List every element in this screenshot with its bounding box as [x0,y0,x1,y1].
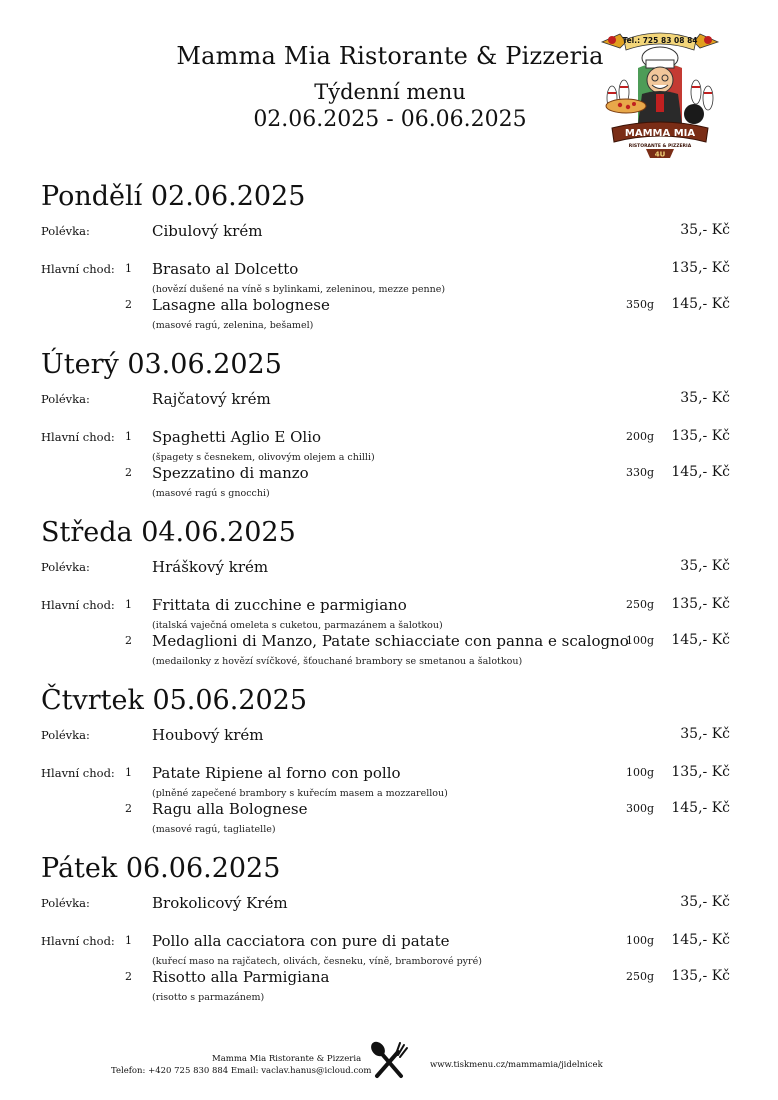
dish-price: 135,- Kč [671,764,730,780]
main-label: Hlavní chod: [41,766,115,780]
day-section [0,852,778,1012]
soup-label: Polévka: [41,224,90,238]
day-title: Středa 04.06.2025 [41,517,296,548]
dish-name: Spaghetti Aglio E Olio [152,428,322,446]
dish-weight: 330g [626,466,655,479]
logo-badge: 4U [654,150,666,159]
main-label: Hlavní chod: [41,598,115,612]
soup-price: 35,- Kč [680,390,730,406]
dish-price: 135,- Kč [671,260,730,276]
dish-price: 145,- Kč [671,800,730,816]
soup-price: 35,- Kč [680,726,730,742]
menu-subtitle: Týdenní menu [314,80,466,104]
soup-name: Houbový krém [152,726,264,744]
dish-description: (italská vaječná omeleta s cuketou, parmazánem a šalotkou) [152,620,443,631]
dish-description: (medailonky z hovězí svíčkové, šťouchané brambory se smetanou a šalotkou) [152,656,523,667]
soup-name: Cibulový krém [152,222,263,240]
logo-tel: Tel.: 725 83 08 84 [622,36,698,45]
dish-name: Risotto alla Parmigiana [152,968,330,986]
dish-weight: 250g [626,970,655,983]
soup-price: 35,- Kč [680,894,730,910]
dish-weight: 300g [626,802,655,815]
dish-weight: 100g [626,634,655,647]
weekly-menu [0,180,778,1012]
dish-name: Spezzatino di manzo [152,464,309,482]
dish-description: (risotto s parmazánem) [152,992,265,1003]
dish-description: (masové ragú s gnocchi) [152,488,270,499]
soup-label: Polévka: [41,728,90,742]
day-title: Čtvrtek 05.06.2025 [41,685,308,716]
day-title: Pátek 06.06.2025 [41,853,281,884]
dish-price: 135,- Kč [671,428,730,444]
dish-number: 1 [125,598,132,611]
dish-description: (masové ragú, zelenina, bešamel) [152,320,314,331]
page-footer [0,1030,778,1090]
logo-brand: MAMMA MIA [624,128,696,139]
fork-spoon-icon [368,1040,410,1082]
soup-label: Polévka: [41,896,90,910]
main-label: Hlavní chod: [41,430,115,444]
soup-price: 35,- Kč [680,558,730,574]
dish-price: 135,- Kč [671,596,730,612]
dish-description: (špagety s česnekem, olivovým olejem a chilli) [152,452,375,463]
dish-name: Pollo alla cacciatora con pure di patate [152,932,450,950]
restaurant-title: Mamma Mia Ristorante & Pizzeria [176,42,604,70]
day-section [0,516,778,684]
dish-weight: 100g [626,766,655,779]
day-section [0,348,778,516]
dish-number: 1 [125,262,132,275]
dish-price: 135,- Kč [671,968,730,984]
dish-description: (hovězí dušené na víně s bylinkami, zeleninou, mezze penne) [152,284,446,295]
dish-weight: 250g [626,598,655,611]
dish-name: Frittata di zucchine e parmigiano [152,596,407,614]
dish-number: 2 [125,970,132,983]
dish-weight: 350g [626,298,655,311]
dish-name: Lasagne alla bolognese [152,296,330,314]
main-label: Hlavní chod: [41,934,115,948]
day-section [0,684,778,852]
soup-name: Hráškový krém [152,558,269,576]
menu-header [0,0,778,170]
dish-number: 2 [125,802,132,815]
dish-name: Patate Ripiene al forno con pollo [152,764,401,782]
dish-price: 145,- Kč [671,296,730,312]
dish-price: 145,- Kč [671,632,730,648]
dish-name: Brasato al Dolcetto [152,260,299,278]
dish-number: 1 [125,934,132,947]
restaurant-logo [598,28,722,160]
dish-number: 2 [125,634,132,647]
footer-website[interactable]: www.tiskmenu.cz/mammamia/jidelnicek [430,1060,603,1070]
footer-restaurant-name: Mamma Mia Ristorante & Pizzeria [212,1054,362,1064]
soup-name: Brokolicový Krém [152,894,288,912]
dish-price: 145,- Kč [671,464,730,480]
menu-date-range: 02.06.2025 - 06.06.2025 [253,107,527,132]
dish-description: (plněné zapečené brambory s kuřecím masem a mozzarellou) [152,788,448,799]
soup-label: Polévka: [41,392,90,406]
dish-number: 2 [125,466,132,479]
dish-weight: 200g [626,430,655,443]
day-title: Úterý 03.06.2025 [41,349,282,380]
main-label: Hlavní chod: [41,262,115,276]
dish-price: 145,- Kč [671,932,730,948]
logo-tagline: RISTORANTE & PIZZERIA [628,144,692,149]
dish-name: Medaglioni di Manzo, Patate schiacciate con panna e scalogno [152,632,629,650]
dish-description: (kuřecí maso na rajčatech, olivách, česneku, víně, bramborové pyré) [152,956,482,967]
soup-label: Polévka: [41,560,90,574]
soup-price: 35,- Kč [680,222,730,238]
soup-name: Rajčatový krém [152,390,271,408]
dish-description: (masové ragú, tagliatelle) [152,824,276,835]
dish-weight: 100g [626,934,655,947]
day-title: Pondělí 02.06.2025 [41,181,306,212]
dish-number: 1 [125,766,132,779]
dish-name: Ragu alla Bolognese [152,800,308,818]
dish-number: 2 [125,298,132,311]
footer-contact: Telefon: +420 725 830 884 Email: vaclav.hanus@icloud.com [111,1066,372,1076]
day-section [0,180,778,348]
dish-number: 1 [125,430,132,443]
